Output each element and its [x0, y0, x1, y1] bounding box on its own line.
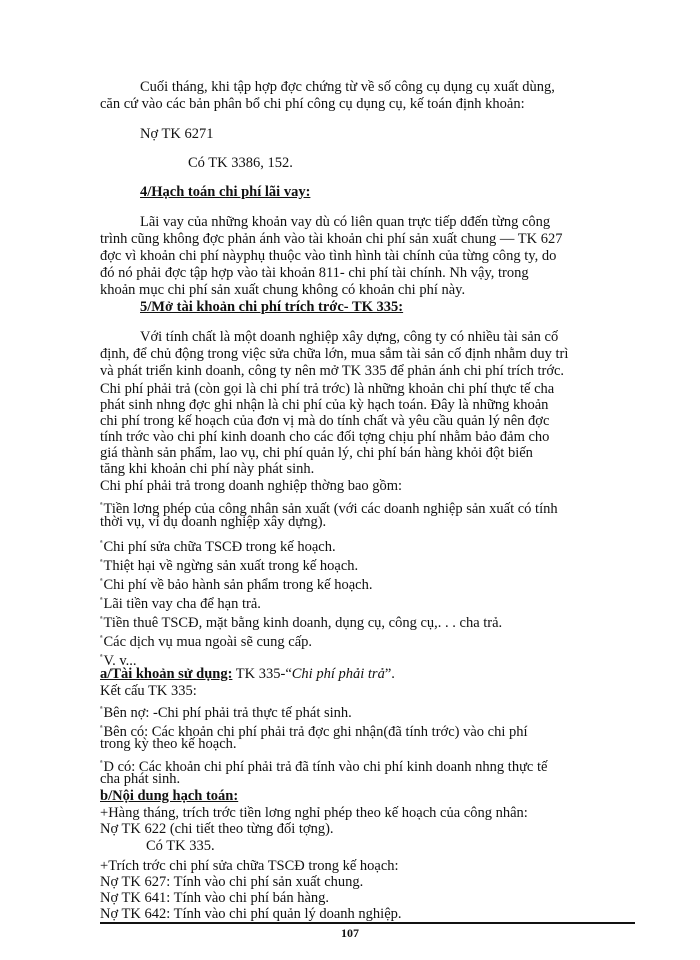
bullet-mark: ª: [100, 723, 103, 733]
journal-entry-debit: Nợ TK 642: Tính vào chi phí quản lý doanh nghiệp.: [100, 906, 402, 922]
journal-entry-debit: Nợ TK 641: Tính vào chi phí bán hàng.: [100, 890, 330, 906]
journal-entry-debit: Nợ TK 622 (chi tiết theo từng đối tợng).: [100, 821, 334, 837]
list-item: +Hàng tháng, trích trớc tiền lơng nghỉ phép theo kế hoạch của công nhân:: [100, 805, 528, 821]
paragraph-line: và phát triển kinh doanh, công ty nên mở TK 335 để phản ánh chi phí trích trớc.: [100, 363, 565, 379]
list-item: $^ª$V. v...: [100, 652, 137, 669]
page-number: 107: [341, 926, 359, 940]
list-item: $^ª$Chi phí sửa chữa TSCĐ trong kế hoạch.: [100, 538, 336, 555]
paragraph-line: tính trớc vào chi phí kinh doanh cho các đối tợng chịu phí nhằm bảo đảm cho: [100, 429, 550, 445]
plus-mark: +: [100, 858, 109, 874]
paragraph-line: chi phí trong kế hoạch của đơn vị mà do tính chất và yêu cầu quản lý nên đợc: [100, 413, 550, 429]
list-item: $^ª$Tiền thuê TSCĐ, mặt bằng kinh doanh, dụng cụ, công cụ,. . . cha trả.: [100, 614, 503, 631]
list-item: $^ª$Lãi tiền vay cha để hạn trả.: [100, 595, 261, 612]
paragraph-line: Với tính chất là một doanh nghiệp xây dựng, công ty có nhiều tài sản cố: [140, 329, 559, 345]
journal-entry-debit: Nợ TK 6271: [140, 126, 214, 142]
subheading-content: b/Nội dung hạch toán:: [100, 788, 239, 804]
list-item: $^ª$Thiệt hại về ngừng sản xuất trong kế hoạch.: [100, 557, 359, 574]
paragraph-line: định, để chủ động trong việc sửa chữa lớn, mua sắm tài sản cố định nhằm duy trì: [100, 346, 569, 362]
paragraph-line: Chi phí phải trả (còn gọi là chi phí trả trớc) là những khoản chi phí thực tế cha: [100, 381, 555, 397]
journal-entry-debit: Nợ TK 627: Tính vào chi phí sản xuất chung.: [100, 874, 364, 890]
list-item: $^ª$Các dịch vụ mua ngoài sẽ cung cấp.: [100, 633, 313, 650]
bullet-mark: ª: [100, 595, 103, 605]
bullet-mark: ª: [100, 500, 103, 510]
subheading-account: a/Tài khoản sử dụng:: [100, 666, 233, 682]
paragraph-line: Cuối tháng, khi tập hợp đợc chứng từ về số công cụ dụng cụ xuất dùng,: [140, 79, 555, 95]
section-heading-accrual: 5/Mở tài khoản chi phí trích trớc- TK 335:: [140, 299, 404, 315]
paragraph-line: đợc vì khoản chi phí nàyphụ thuộc vào tình hình tài chính của từng công ty, do: [100, 248, 557, 264]
list-item: +Trích trớc chi phí sửa chữa TSCĐ trong kế hoạch:: [100, 858, 399, 874]
paragraph-line: tăng khi khoản chi phí này phát sinh.: [100, 461, 315, 477]
footer-rule: [100, 922, 635, 924]
list-item: $^ª$D có: Các khoản chi phí phải trả đã tính vào chi phí kinh doanh nhng thực tế: [100, 758, 548, 775]
paragraph-line: trình cũng không đợc phản ánh vào tài khoản chi phí sản xuất chung — TK 627: [100, 231, 563, 247]
paragraph-line: Kết cấu TK 335:: [100, 683, 197, 699]
list-item: $^ª$Chi phí về bảo hành sản phẩm trong kế hoạch.: [100, 576, 373, 593]
bullet-mark: ª: [100, 633, 103, 643]
account-used-line: a/Tài khoản sử dụng: TK 335-“Chi phí phải trả”.: [100, 666, 395, 682]
bullet-mark: ª: [100, 557, 103, 567]
paragraph-line: căn cứ vào các bản phân bổ chi phí công cụ dụng cụ, kế toán định khoản:: [100, 96, 525, 112]
list-item-continuation: trong kỳ theo kế hoạch.: [100, 736, 237, 752]
list-item: $^ª$Bên có: Các khoản chi phí phải trả đợc ghi nhận(đã tính trớc) vào chi phí: [100, 723, 528, 740]
section-heading-interest: 4/Hạch toán chi phí lãi vay:: [140, 184, 311, 200]
bullet-mark: ª: [100, 652, 103, 662]
paragraph-line: phát sinh nhng đợc ghi nhận là chi phí của kỳ hạch toán. Đây là những khoản: [100, 397, 549, 413]
bullet-mark: ª: [100, 538, 103, 548]
bullet-mark: ª: [100, 614, 103, 624]
paragraph-line: đó nó phải đợc tập hợp vào tài khoản 811- chi phí tài chính. Nh vậy, trong: [100, 265, 529, 281]
journal-entry-credit: Có TK 335.: [146, 838, 215, 854]
bullet-mark: ª: [100, 758, 103, 768]
paragraph-line: khoản mục chi phí sản xuất chung không có khoản chi phí này.: [100, 282, 466, 298]
list-item: $^ª$Tiền lơng phép của công nhân sản xuất (với các doanh nghiệp sản xuất có tính: [100, 500, 558, 517]
list-item-continuation: thời vụ, ví dụ doanh nghiệp xây dựng).: [100, 514, 327, 530]
list-item-continuation: cha phát sinh.: [100, 771, 181, 787]
plus-mark: +: [100, 805, 109, 821]
paragraph-line: giá thành sản phẩm, lao vụ, chi phí quản lý, chi phí bán hàng khỏi đột biến: [100, 445, 533, 461]
paragraph-line: Chi phí phải trả trong doanh nghiệp thờng bao gồm:: [100, 478, 403, 494]
journal-entry-credit: Có TK 3386, 152.: [188, 155, 293, 171]
list-item: $^ª$Bên nợ: -Chi phí phải trả thực tế phát sinh.: [100, 704, 352, 721]
bullet-mark: ª: [100, 704, 103, 714]
paragraph-line: Lãi vay của những khoản vay dù có liên quan trực tiếp dđến từng công: [140, 214, 551, 230]
bullet-mark: ª: [100, 576, 103, 586]
